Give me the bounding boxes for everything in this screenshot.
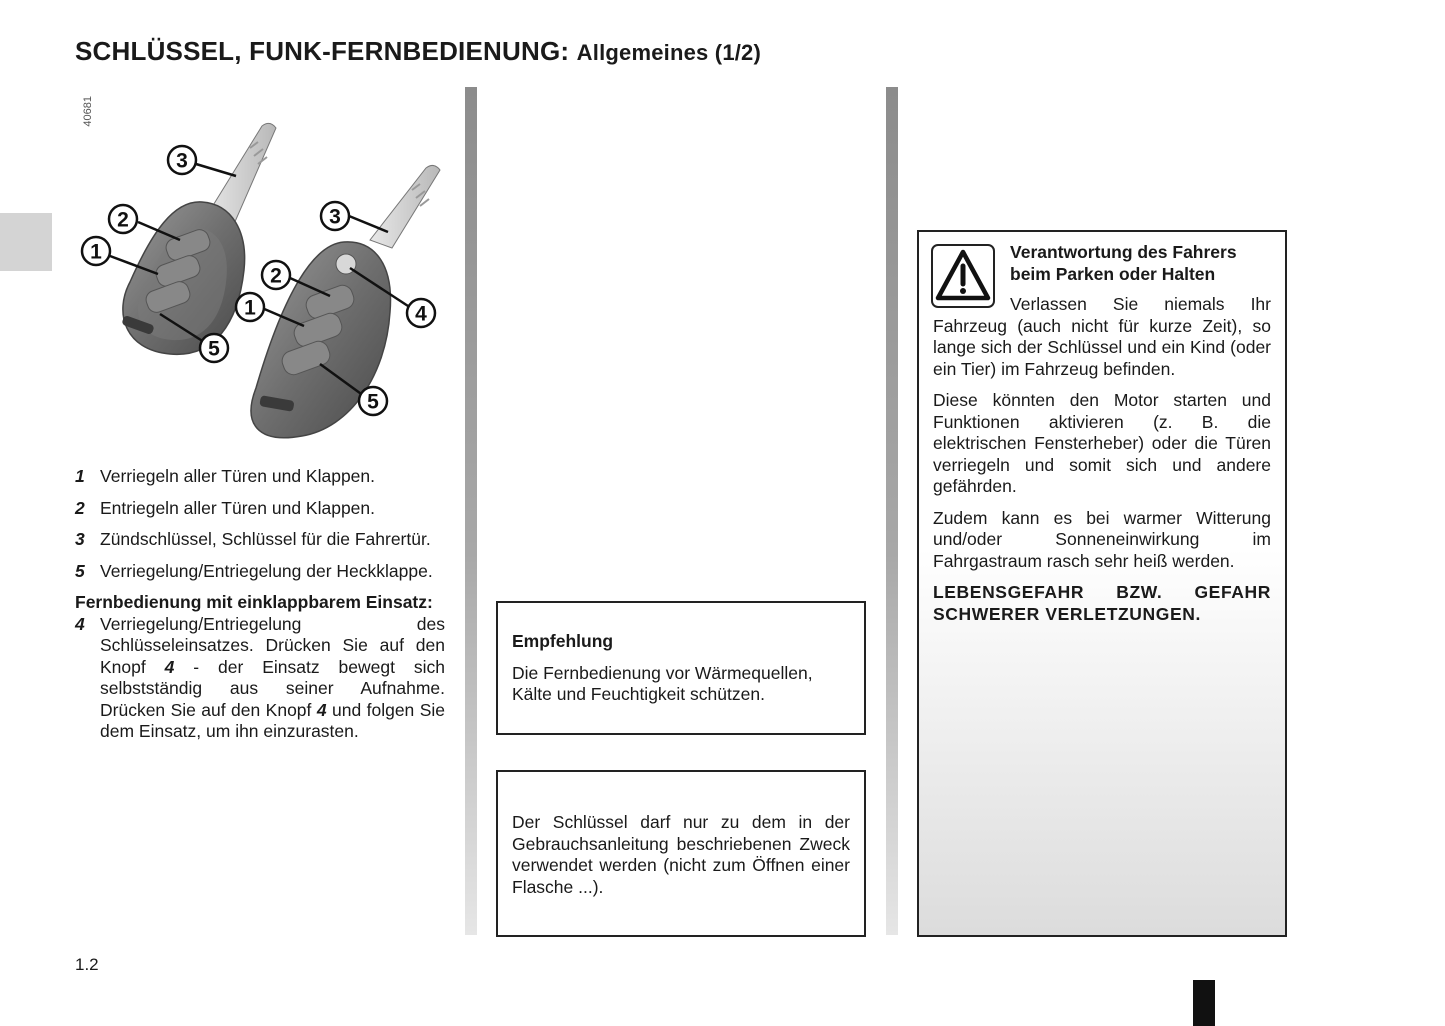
callout-5-key2: 5 (367, 390, 379, 414)
section-tab (0, 213, 52, 271)
recommendation-box (496, 601, 866, 735)
title-sub: Allgemeines (1/2) (576, 40, 762, 65)
warning-title: Verantwortung des Fahrers beim Parken oder Halten (1010, 242, 1237, 284)
warning-box (917, 230, 1287, 937)
legend-item: 3 Zündschlüssel, Schlüssel für die Fahrertür. (75, 529, 431, 549)
callout-1-key2: 1 (244, 296, 256, 320)
warning-paragraph-3: Zudem kann es bei warmer Witterung und/oder Sonneneinwirkung im Fahrgastraum rasch sehr heiß werden. (933, 507, 1271, 571)
callout-3-key1: 3 (176, 149, 188, 173)
page-title (75, 36, 761, 67)
recommendation-text: Die Fernbedienung vor Wärmequellen, Kälte und Feuchtigkeit schützen. (512, 662, 813, 704)
legend-item: 2 Entriegeln aller Türen und Klappen. (75, 497, 376, 518)
warning-paragraph-2: Diese könnten den Motor starten und Funktionen aktivieren (z. B. die elektrischen Fensterheber) oder die Türen verriegeln und somit sich und andere gefährden. (933, 390, 1271, 496)
key-usage-text: Der Schlüssel darf nur zu dem in der Gebrauchsanleitung beschriebenen Zweck verwendet werden (nicht zum Öffnen einer Flasche ...). (512, 812, 850, 897)
title-main: SCHLÜSSEL, FUNK-FERNBEDIENUNG: (75, 36, 570, 66)
warning-paragraph-1: Verlassen Sie niemals Ihr Fahrzeug (auch nicht für kurze Zeit), so lange sich der Schlüssel und ein Kind (oder ein Tier) im Fahrzeug befinden. (933, 294, 1271, 379)
callout-2-key1: 2 (117, 208, 129, 232)
callout-3-key2: 3 (329, 205, 341, 229)
callout-1-key1: 1 (90, 240, 102, 264)
callout-2-key2: 2 (270, 264, 282, 288)
column-divider-right (886, 87, 898, 935)
page-edge-marker (1193, 980, 1215, 1026)
legend-item-foldable: 4 Verriegelung/Entriegelung des Schlüsseleinsatzes. Drücken Sie auf den Knopf 4 - der Einsatz bewegt sich selbstständig aus seiner Aufnahme. Drücken Sie auf den Knopf 4 und folgen Sie dem Einsatz, um ihn einzurasten. (75, 613, 445, 741)
key-usage-note (496, 770, 866, 937)
page-number: 1.2 (75, 955, 99, 974)
column-divider-left (465, 87, 477, 935)
callout-4-key2: 4 (415, 302, 427, 326)
figure-number: 40681 (82, 96, 94, 127)
legend-column (75, 466, 445, 753)
warning-triangle-icon (931, 244, 995, 308)
callout-5-key1: 5 (208, 337, 220, 361)
remote-key-illustration (74, 92, 450, 442)
legend-item: 5 Verriegelung/Entriegelung der Heckklappe. (75, 560, 433, 581)
recommendation-heading: Empfehlung (512, 631, 614, 651)
foldable-heading: Fernbedienung mit einklappbarem Einsatz: (75, 592, 433, 612)
legend-item: 1 Verriegeln aller Türen und Klappen. (75, 466, 376, 486)
warning-danger-text: LEBENSGEFAHR BZW. GEFAHR SCHWERER VERLETZUNGEN. (933, 582, 1271, 624)
